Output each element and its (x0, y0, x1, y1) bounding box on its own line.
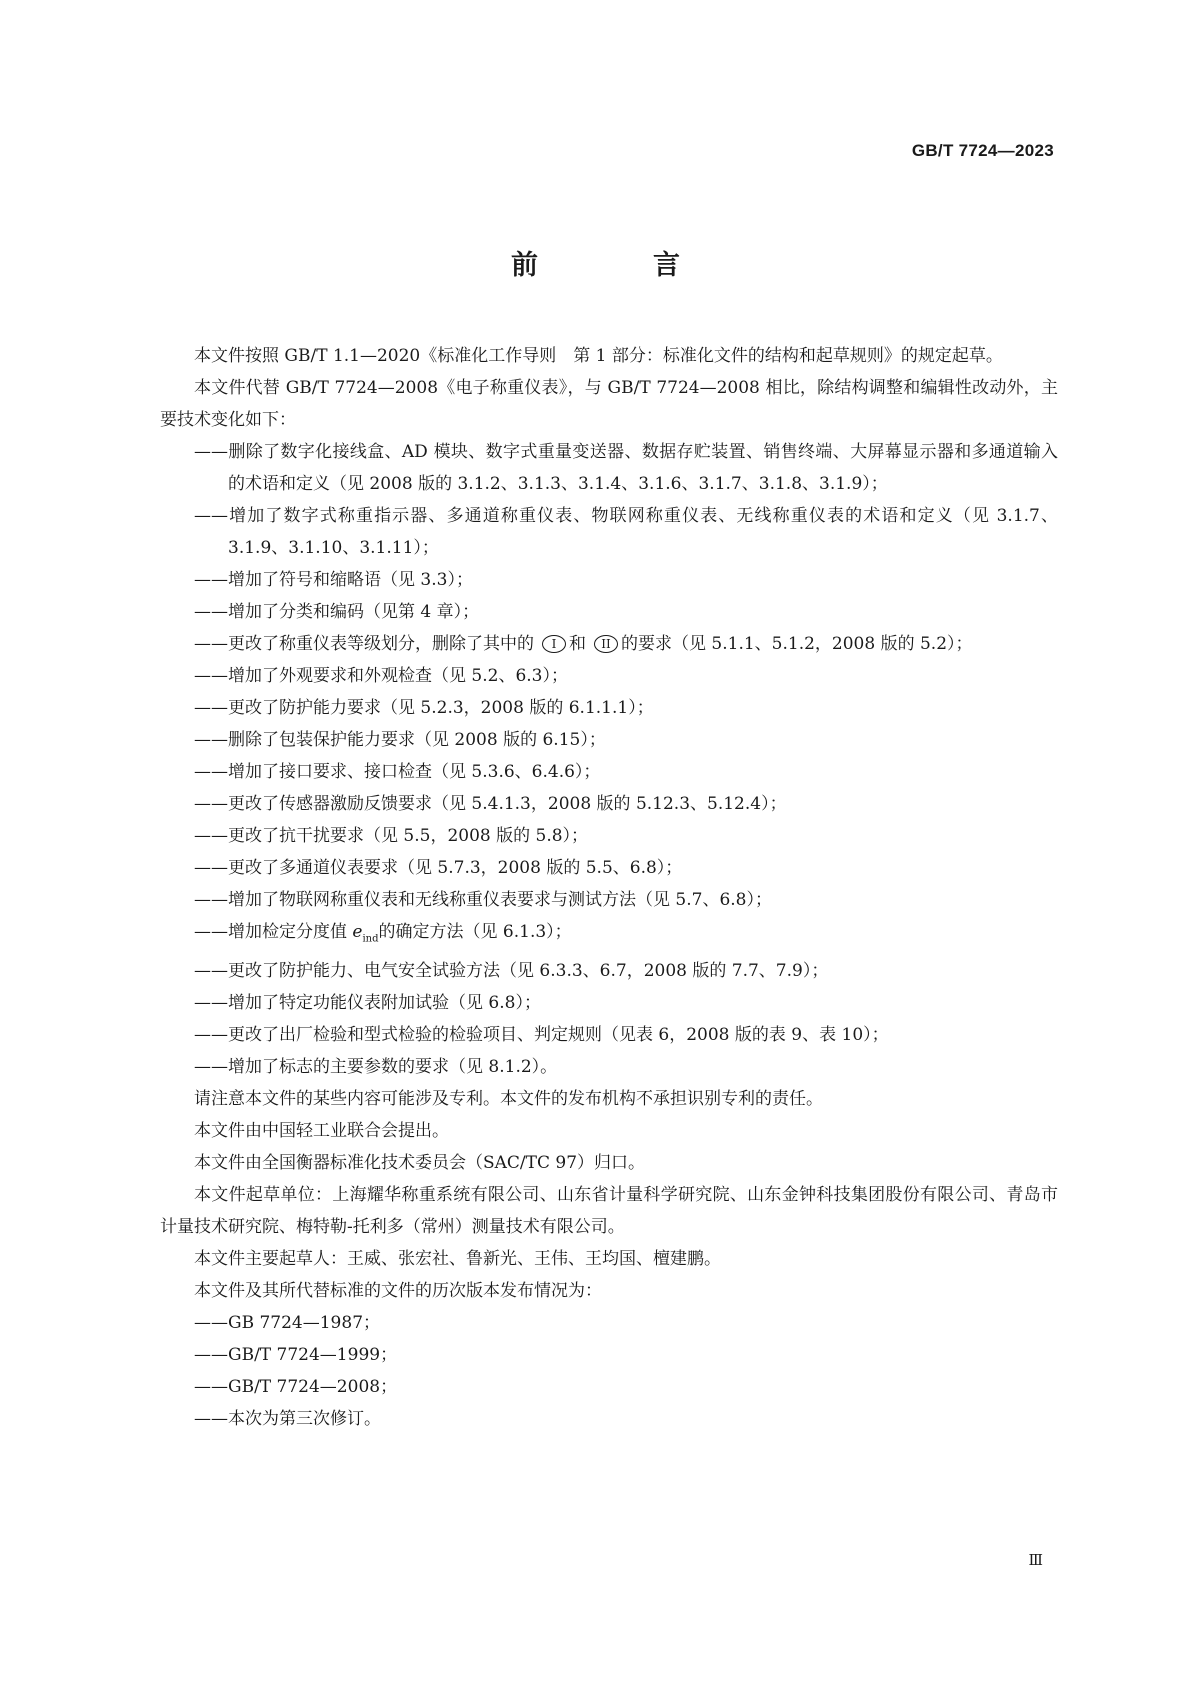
history-intro: 本文件及其所代替标准的文件的历次版本发布情况为： (194, 1281, 602, 1302)
change-item-text: 的要求（见 5.1.1、5.1.2，2008 版的 5.2）； (621, 634, 973, 654)
eind-letter: e (352, 922, 363, 942)
intro-paragraph-1: 本文件按照 GB/T 1.1—2020《标准化工作导则 第 1 部分：标准化文件的结构和起草规则》的规定起草。 (194, 346, 1003, 366)
change-item-text: 和 (569, 634, 586, 654)
change-item: ——删除了包装保护能力要求（见 2008 版的 6.15）； (194, 730, 606, 750)
change-item-text: ——更改了称重仪表等级划分，删除了其中的 (194, 634, 534, 654)
eind-symbol (352, 922, 379, 945)
change-item: ——增加了特定功能仪表附加试验（见 6.8）； (194, 993, 541, 1014)
drafters-note: 本文件主要起草人：王威、张宏社、鲁新光、王伟、王均国、檀建鹏。 (194, 1249, 721, 1270)
change-item-eind (160, 916, 1058, 955)
change-item: ——更改了防护能力、电气安全试验方法（见 6.3.3、6.7，2008 版的 7.7、7.9）； (194, 961, 829, 982)
change-item: ——更改了传感器激励反馈要求（见 5.4.1.3，2008 版的 5.12.3、5.12.4）； (194, 794, 787, 814)
change-item: ——增加了数字式称重指示器、多通道称重仪表、物联网称重仪表、无线称重仪表的术语和定义（见 3.1.7、3.1.9、3.1.10、3.1.11）； (194, 506, 1058, 558)
drafting-units-note: 本文件起草单位：上海耀华称重系统有限公司、山东省计量科学研究院、山东金钟科技集团股份有限公司、青岛市计量技术研究院、梅特勒-托利多（常州）测量技术有限公司。 (160, 1185, 1058, 1238)
history-item: ——本次为第三次修订。 (194, 1409, 381, 1430)
change-item: ——更改了多通道仪表要求（见 5.7.3，2008 版的 5.5、6.8）； (194, 858, 683, 878)
accuracy-class-i-mark: I (542, 635, 566, 653)
change-item: ——增加了分类和编码（见第 4 章）； (194, 602, 480, 622)
change-item: ——增加了物联网称重仪表和无线称重仪表要求与测试方法（见 5.7、6.8）； (194, 890, 772, 910)
page-number: Ⅲ (1028, 1551, 1043, 1569)
change-item: ——增加了外观要求和外观检查（见 5.2、6.3）； (194, 666, 568, 686)
change-item-accuracy-class (160, 628, 1058, 660)
change-item: ——删除了数字化接线盒、AD 模块、数字式重量变送器、数据存贮装置、销售终端、大屏幕显示器和多通道输入的术语和定义（见 2008 版的 3.1.2、3.1.3、3.1.4、3.1.6、3.1.7、3.1.8、3.1.9）； (194, 442, 1058, 494)
foreword-body (160, 340, 1058, 1435)
history-item: ——GB/T 7724—2008； (194, 1377, 398, 1398)
document-code: GB/T 7724—2023 (911, 141, 1054, 160)
change-item: ——更改了抗干扰要求（见 5.5，2008 版的 5.8）； (194, 826, 589, 846)
committee-note: 本文件由全国衡器标准化技术委员会（SAC/TC 97）归口。 (194, 1153, 646, 1174)
change-item: ——增加了接口要求、接口检查（见 5.3.6、6.4.6）； (194, 762, 601, 782)
patent-note: 请注意本文件的某些内容可能涉及专利。本文件的发布机构不承担识别专利的责任。 (194, 1089, 823, 1110)
change-item: ——更改了防护能力要求（见 5.2.3，2008 版的 6.1.1.1）； (194, 698, 654, 718)
proposer-note: 本文件由中国轻工业联合会提出。 (194, 1121, 449, 1142)
change-item: ——增加了标志的主要参数的要求（见 8.1.2）。 (194, 1057, 558, 1078)
eind-subscript: ind (362, 933, 379, 945)
history-item: ——GB 7724—1987； (194, 1313, 381, 1334)
change-item: ——更改了出厂检验和型式检验的检验项目、判定规则（见表 6，2008 版的表 9、表 10）； (194, 1025, 889, 1046)
intro-paragraph-2: 本文件代替 GB/T 7724—2008《电子称重仪表》，与 GB/T 7724—2008 相比，除结构调整和编辑性改动外，主要技术变化如下： (160, 378, 1058, 430)
history-item: ——GB/T 7724—1999； (194, 1345, 398, 1366)
change-item: ——增加了符号和缩略语（见 3.3）； (194, 570, 473, 590)
page-title: 前 言 (511, 250, 724, 281)
change-item-text: ——增加检定分度值 (194, 922, 353, 942)
change-item-text: 的确定方法（见 6.1.3）； (378, 922, 572, 942)
accuracy-class-ii-mark: II (594, 635, 618, 653)
